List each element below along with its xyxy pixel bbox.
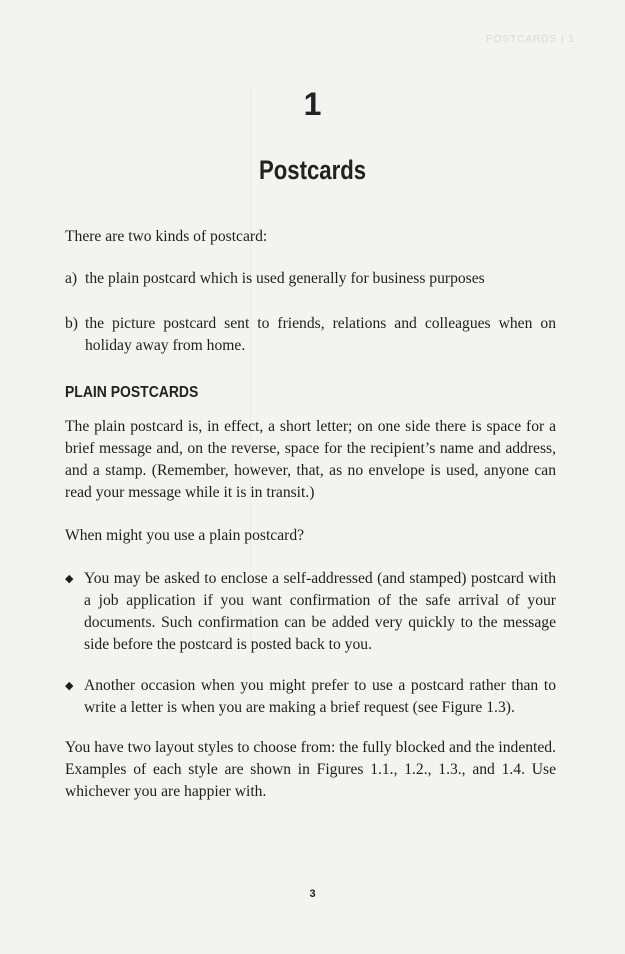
paragraph: You have two layout styles to choose from: the fully blocked and the indented. Examples of each style are shown in Figures 1.1., 1.2., 1.3., and 1.4. Use whichever you are happier with. (65, 739, 556, 800)
bullet-text: Another occasion when you might prefer to use a postcard rather than to write a letter is when you are making a brief request (see Figure 1.3). (84, 677, 556, 716)
chapter-title: Postcards (258, 155, 367, 185)
list-item (65, 313, 556, 357)
list-item (65, 268, 556, 290)
bullet-item (65, 568, 556, 656)
list-item-text: the plain postcard which is used generally for business purposes (85, 270, 485, 287)
paragraph: The plain postcard is, in effect, a short letter; on one side there is space for a brief message and, on the reverse, space for the recipient’s name and address, and a stamp. (Remember, however, that, as no envelope is used, anyone can read your message while it is in transit.) (65, 418, 556, 501)
bullet-item (65, 675, 556, 719)
list-marker: b) (65, 315, 78, 332)
diamond-bullet-icon: ◆ (65, 573, 74, 585)
show-through-header: POSTCARDS | 1 (486, 34, 575, 45)
paragraph: When might you use a plain postcard? (65, 527, 305, 544)
list-marker: a) (65, 270, 78, 287)
page-number: 3 (309, 888, 316, 900)
diamond-bullet-icon: ◆ (65, 680, 74, 692)
chapter-number: 1 (303, 86, 322, 122)
bullet-text: You may be asked to enclose a self-addressed (and stamped) postcard with a job application if you want confirmation of the safe arrival of your documents. Such confirmation can be added very quickly to the message side before the postcard is posted back to you. (84, 570, 556, 653)
section-heading: PLAIN POSTCARDS (65, 384, 199, 401)
intro-paragraph: There are two kinds of postcard: (65, 228, 268, 245)
list-item-text: the picture postcard sent to friends, relations and colleagues when on holiday away from home. (85, 315, 556, 354)
